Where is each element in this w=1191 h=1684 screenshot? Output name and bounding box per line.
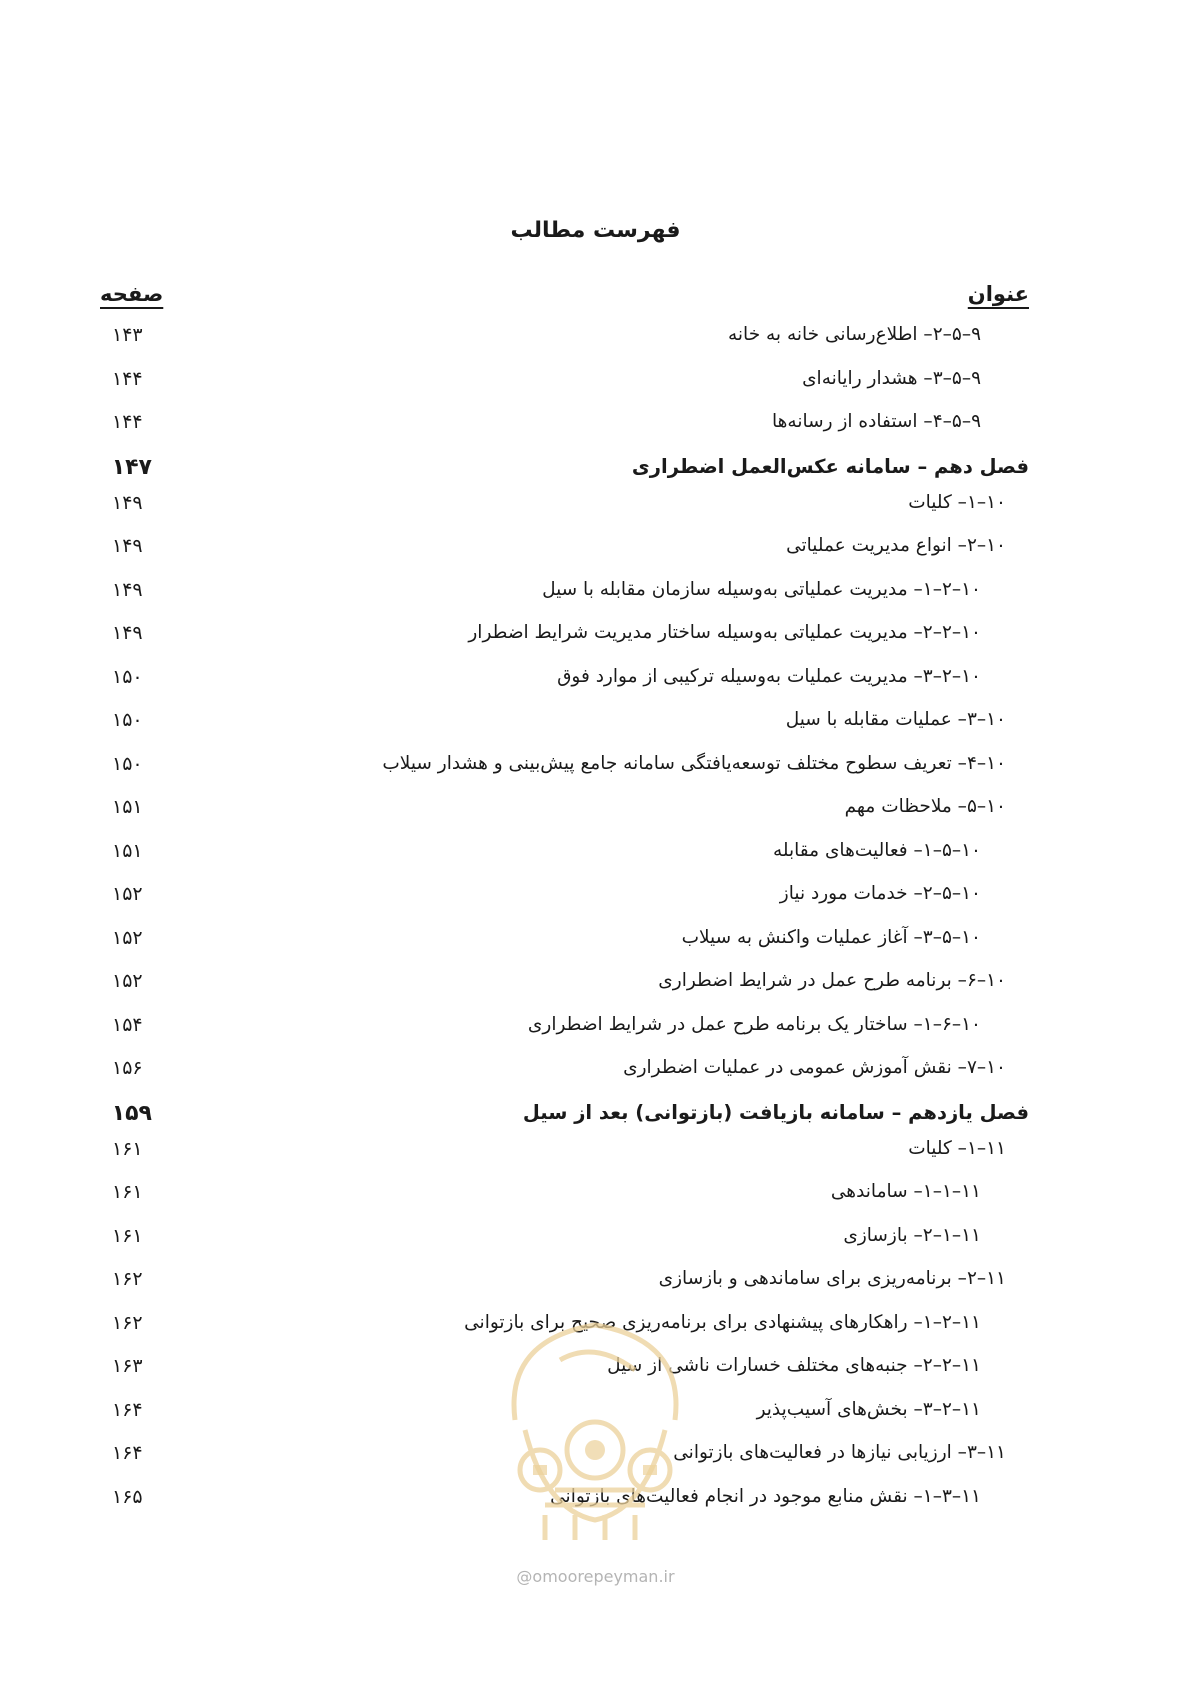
entry-title: ۱۰–۲–۱– مدیریت عملیاتی به‌وسیله سازمان مقابله با سیل [542,578,981,600]
toc-entry [0,1480,1191,1524]
entry-page-number: ۱۶۲ [112,1311,143,1334]
column-header-title: عنوان [967,282,1029,306]
entry-title: ۱۰–۲–۲– مدیریت عملیاتی به‌وسیله ساختار مدیریت شرایط اضطرار [468,622,981,643]
entry-title: ۱۰–۷– نقش آموزش عمومی در عملیات اضطراری [623,1057,1006,1078]
watermark-url: @omoorepeyman.ir [516,1567,675,1586]
entry-page-number: ۱۵۰ [112,752,143,775]
entry-title: ۱۱–۳–۱– نقش منابع موجود در انجام فعالیت‌های بازتوانی [550,1485,981,1507]
toc-entry [0,362,1191,406]
entry-page-number: ۱۶۱ [112,1137,143,1160]
entry-page-number: ۱۶۵ [112,1485,143,1508]
toc-entry [0,1436,1191,1480]
toc-entry [0,1175,1191,1219]
toc-entry [0,1008,1191,1052]
toc-entry [0,529,1191,573]
entry-page-number: ۱۵۰ [112,709,143,731]
chapter-entry [0,1095,1191,1132]
toc-entry [0,1132,1191,1176]
entry-page-number: ۱۶۲ [112,1268,143,1290]
toc-entry [0,921,1191,965]
entry-title: ۱۱–۲–۱– راهکارهای پیشنهادی برای برنامه‌ریزی صحیح برای بازتوانی [464,1311,981,1333]
toc-entry [0,877,1191,921]
toc-entry [0,834,1191,878]
entry-title: ۱۱–۲–۳– بخش‌های آسیب‌پذیر [756,1398,981,1420]
entry-title: ۹–۵–۲– اطلاع‌رسانی خانه به خانه [727,324,981,345]
entry-title: ۱۱–۳– ارزیابی نیازها در فعالیت‌های بازتوانی [673,1442,1006,1463]
entry-title: ۱۰–۵–۱– فعالیت‌های مقابله [772,839,981,861]
entry-title: ۹–۵–۴– استفاده از رسانه‌ها [772,411,981,432]
entry-page-number: ۱۴۹ [112,535,143,557]
entry-page-number: ۱۴۷ [111,454,152,480]
toc-entry [0,573,1191,617]
entry-page-number: ۱۴۴ [112,367,143,390]
entry-page-number: ۱۶۳ [112,1355,143,1377]
entry-title: ۱۱–۱– کلیات [908,1137,1006,1159]
entry-title: ۹–۵–۳– هشدار رایانه‌ای [802,367,981,389]
entry-title: ۱۰–۲–۳– مدیریت عملیات به‌وسیله ترکیبی از موارد فوق [557,665,981,687]
entry-title: ۱۱–۲–۲– جنبه‌های مختلف خسارات ناشی از سیل [607,1355,981,1376]
entry-page-number: ۱۵۲ [112,970,143,992]
toc-entry [0,1306,1191,1350]
entry-page-number: ۱۵۲ [112,883,143,905]
entry-page-number: ۱۵۹ [111,1100,152,1126]
entry-title: ۱۰–۳– عملیات مقابله با سیل [785,709,1006,730]
entry-page-number: ۱۴۳ [112,324,143,346]
entry-title: ۱۰–۶–۱– ساختار یک برنامه طرح عمل در شرایط اضطراری [527,1013,981,1035]
entry-page-number: ۱۵۴ [112,1013,143,1036]
entry-title: ۱۰–۱– کلیات [908,491,1006,513]
entry-page-number: ۱۶۱ [112,1224,143,1247]
entry-title: ۱۰–۵–۳– آغاز عملیات واکنش به سیلاب [681,926,981,948]
chapter-entry [0,449,1191,486]
entry-title: فصل دهم – سامانه عکس‌العمل اضطراری [631,454,1029,478]
toc-entry [0,964,1191,1008]
toc-entry [0,1262,1191,1306]
entry-page-number: ۱۵۶ [112,1057,143,1079]
entry-title: ۱۱–۲– برنامه‌ریزی برای ساماندهی و بازسازی [658,1268,1006,1289]
entry-page-number: ۱۴۹ [112,578,143,601]
entry-title: فصل یازدهم – سامانه بازیافت (بازتوانی) بعد از سیل [522,1100,1029,1124]
toc-entry [0,1393,1191,1437]
toc-entry [0,318,1191,362]
entry-title: ۱۰–۶– برنامه طرح عمل در شرایط اضطراری [658,970,1006,991]
entry-title: ۱۰–۴– تعریف سطوح مختلف توسعه‌یافتگی سامانه جامع پیش‌بینی و هشدار سیلاب [382,752,1006,774]
entry-page-number: ۱۵۱ [112,796,143,818]
toc-entry [0,405,1191,449]
entry-page-number: ۱۵۲ [112,926,143,949]
entry-title: ۱۱–۱–۱– ساماندهی [830,1181,981,1202]
toc-entry [0,486,1191,530]
toc-entry [0,1051,1191,1095]
entry-page-number: ۱۴۴ [112,411,143,433]
entry-page-number: ۱۶۱ [112,1181,143,1203]
toc-entry [0,703,1191,747]
entry-title: ۱۰–۵– ملاحظات مهم [844,796,1006,817]
column-header-page: صفحه [100,282,164,306]
entry-page-number: ۱۴۹ [112,622,143,644]
entry-page-number: ۱۵۰ [112,665,143,688]
table-of-contents [0,318,1191,1523]
entry-page-number: ۱۵۱ [112,839,143,862]
entry-title: ۱۰–۲– انواع مدیریت عملیاتی [786,535,1006,556]
toc-entry [0,1349,1191,1393]
toc-entry [0,660,1191,704]
toc-entry [0,616,1191,660]
toc-entry [0,1219,1191,1263]
entry-page-number: ۱۶۴ [112,1398,143,1421]
page-title: فهرست مطالب [510,218,681,243]
entry-title: ۱۱–۱–۲– بازسازی [843,1224,981,1246]
entry-page-number: ۱۴۹ [112,491,143,514]
toc-entry [0,790,1191,834]
entry-title: ۱۰–۵–۲– خدمات مورد نیاز [779,883,981,904]
toc-entry [0,747,1191,791]
entry-page-number: ۱۶۴ [112,1442,143,1464]
